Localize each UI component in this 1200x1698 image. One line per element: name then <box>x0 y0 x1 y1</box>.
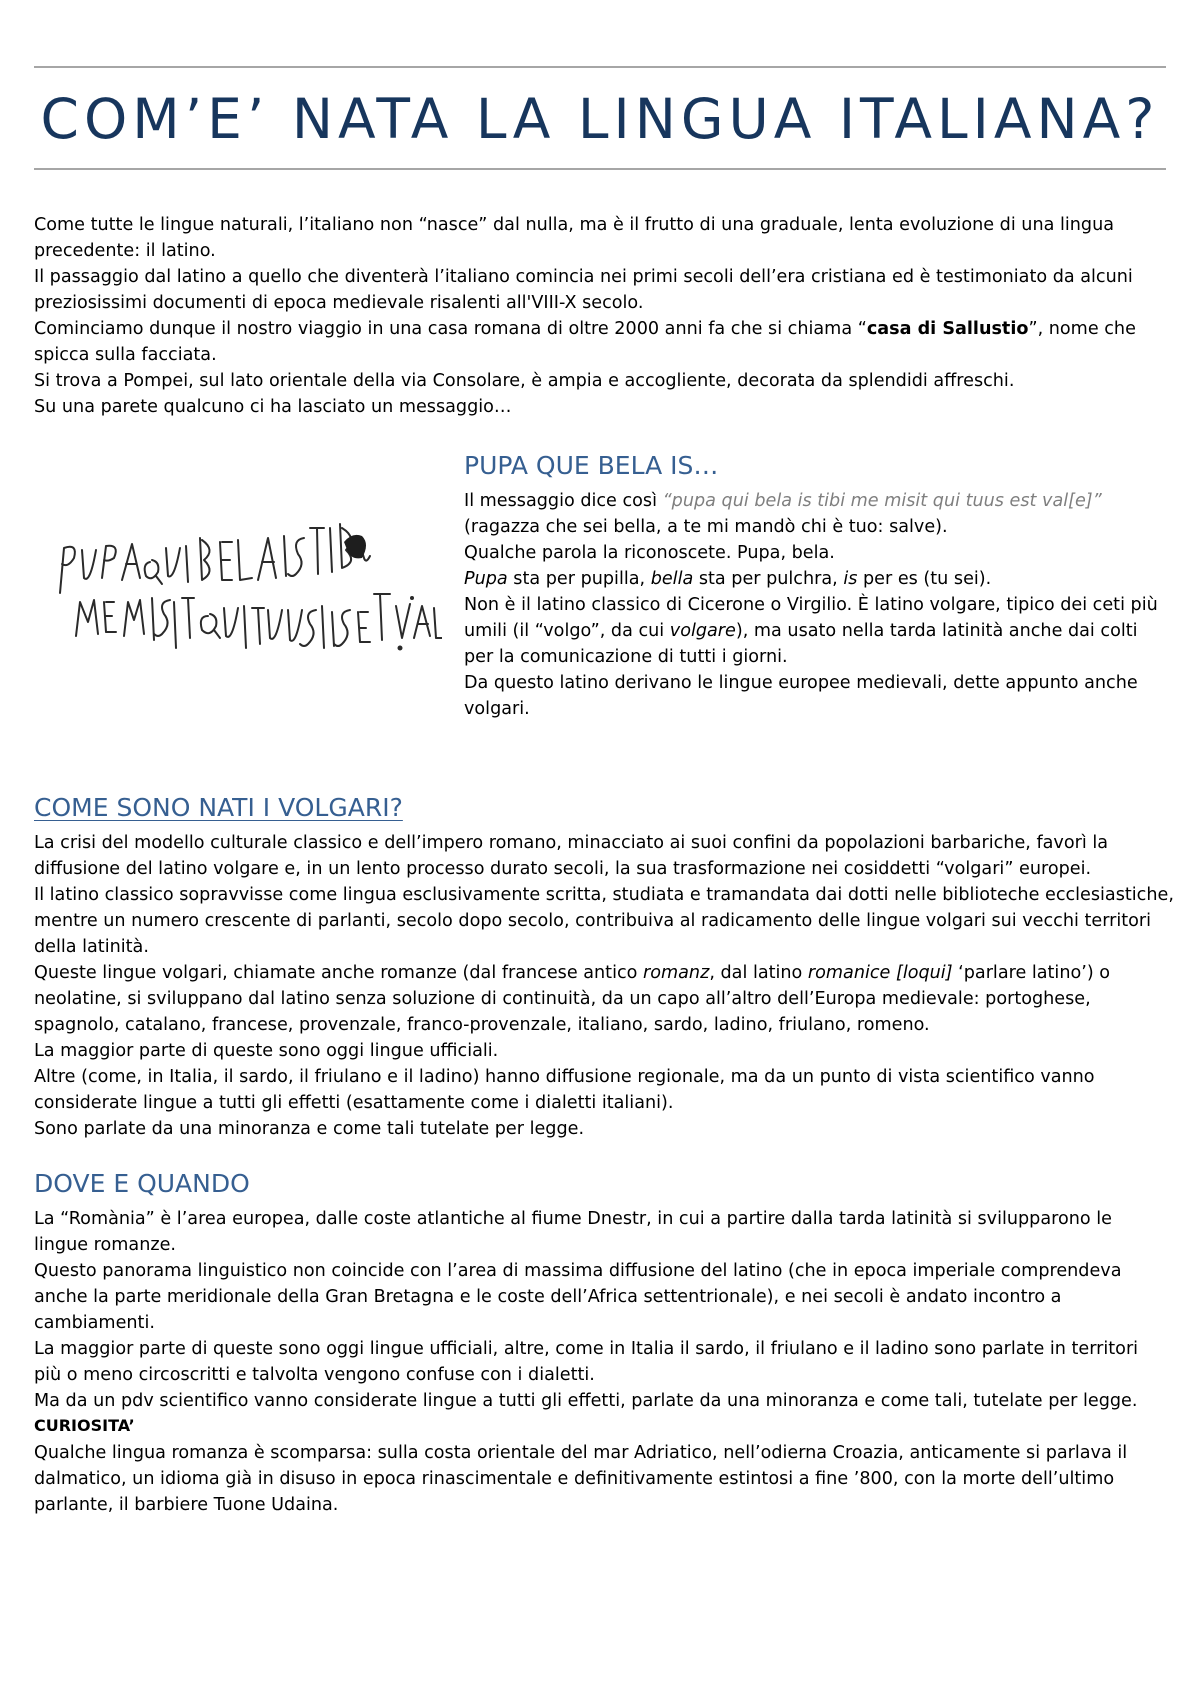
word-romanice-loqui: romanice [loqui] <box>807 963 953 983</box>
heading-pupa-que-bela-is: PUPA QUE BELA IS… <box>464 451 719 480</box>
pupa-l4-text-b: sta per pulchra, <box>693 569 844 589</box>
pupa-line-1 <box>464 488 1170 514</box>
volgari-paragraph-2: Il latino classico sopravvisse come lingua esclusivamente scritta, studiata e tramandata dai dotti nelle biblioteche ecclesiastiche, mentre un numero crescente di parlanti, secolo dopo secolo, contribuiva al radicamento delle lingue volgari sui vecchi territori della latinità. <box>34 885 1174 957</box>
pupa-line-6: Da questo latino derivano le lingue europee medievali, dette appunto anche volgari. <box>464 673 1138 719</box>
pupa-line-5 <box>464 592 1170 670</box>
dove-paragraph-2: Questo panorama linguistico non coincide con l’area di massima diffusione del latino (che in epoca imperiale comprendeva anche la parte meridionale della Gran Bretagna e le coste dell’Africa settentrionale), e nei secoli è andato incontro a cambiamenti. <box>34 1261 1122 1333</box>
word-volgare: volgare <box>669 621 736 641</box>
heading-dove-e-quando: DOVE E QUANDO <box>34 1169 250 1198</box>
volgari-paragraph-1: La crisi del modello culturale classico e dell’impero romano, minacciato ai suoi confini da popolazioni barbariche, favorì la diffusione del latino volgare e, in un lento processo durato secoli, la sua trasformazione nei cosiddetti “volgari” europei. <box>34 833 1108 879</box>
word-romanz: romanz <box>643 963 710 983</box>
latin-quote: “pupa qui bela is tibi me misit qui tuus est val[e]” <box>662 491 1102 511</box>
dove-section-body <box>34 1206 1168 1414</box>
intro-paragraph-2: Il passaggio dal latino a quello che diventerà l’italiano comincia nei primi secoli dell’era cristiana ed è testimoniato da alcuni preziosissimi documenti di epoca medievale risalenti all'VIII-X secolo. <box>34 267 1133 313</box>
page-title: COM’E’ NATA LA LINGUA ITALIANA? <box>40 87 1160 151</box>
intro-paragraph-3 <box>34 316 1168 368</box>
volgari-p3-text-b: , dal latino <box>709 963 808 983</box>
casa-di-sallustio-bold: casa di Sallustio <box>866 319 1029 339</box>
pupa-line-3: Qualche parola la riconoscete. Pupa, bela. <box>464 543 835 563</box>
volgari-p3-text-a: Queste lingue volgari, chiamate anche romanze (dal francese antico <box>34 963 644 983</box>
volgari-paragraph-6: Sono parlate da una minoranza e come tali tutelate per legge. <box>34 1119 585 1139</box>
pupa-l1-text: Il messaggio dice così <box>464 491 663 511</box>
title-top-rule <box>34 66 1166 68</box>
pupa-l4-text-c: per es (tu sei). <box>857 569 992 589</box>
curiosita-paragraph: Qualche lingua romanza è scomparsa: sulla costa orientale del mar Adriatico, nell’odierna Croazia, anticamente si parlava il dalmatico, un idioma già in disuso in epoca rinascimentale e definitivamente estintosi a fine ’800, con la morte dell’ultimo parlante, il barbiere Tuone Udaina. <box>34 1443 1128 1515</box>
pompeii-graffito-image <box>48 498 442 698</box>
volgari-paragraph-4: La maggior parte di queste sono oggi lingue ufficiali. <box>34 1041 499 1061</box>
pupa-line-4 <box>464 566 1170 592</box>
pupa-l4-text-a: sta per pupilla, <box>507 569 651 589</box>
heading-curiosita: CURIOSITA’ <box>34 1416 135 1435</box>
intro-p3-text-a: Cominciamo dunque il nostro viaggio in una casa romana di oltre 2000 anni fa che si chiama “ <box>34 319 867 339</box>
heading-come-sono-nati-i-volgari: COME SONO NATI I VOLGARI? <box>34 793 403 822</box>
dove-paragraph-3: La maggior parte di queste sono oggi lingue ufficiali, altre, come in Italia il sardo, il friulano e il ladino sono parlate in territori più o meno circoscritti e talvolta vengono confuse con i dialetti. <box>34 1339 1139 1385</box>
word-bella: bella <box>650 569 694 589</box>
dove-paragraph-4: Ma da un pdv scientifico vanno considerate lingue a tutti gli effetti, parlate da una minoranza e come tali, tutelate per legge. <box>34 1391 1138 1411</box>
volgari-p3-text-c: ‘parlare latino’) o neolatine, si sviluppano dal latino senza soluzione di continuità, da un capo all’altro dell’Europa medievale: portoghese, spagnolo, catalano, francese, provenzale, franco-provenzale, italiano, sardo, ladino, friulano, romeno. <box>34 963 1111 1035</box>
volgari-paragraph-5: Altre (come, in Italia, il sardo, il friulano e il ladino) hanno diffusione regionale, ma da un punto di vista scientifico vanno considerate lingue a tutti gli effetti (esattamente come i dialetti italiani). <box>34 1067 1095 1113</box>
word-is: is <box>843 569 858 589</box>
volgari-section-body <box>34 830 1174 1142</box>
pupa-l5-text-a: Non è il latino classico di Cicerone o Virgilio. È latino volgare, tipico dei ceti più umili (il “volgo”, da cui <box>464 595 1158 641</box>
intro-paragraph-5: Su una parete qualcuno ci ha lasciato un messaggio… <box>34 397 512 417</box>
curiosita-section-body <box>34 1440 1174 1518</box>
title-bottom-rule <box>34 168 1166 170</box>
intro-paragraph-4: Si trova a Pompei, sul lato orientale della via Consolare, è ampia e accogliente, decorata da splendidi affreschi. <box>34 371 1015 391</box>
pupa-line-2: (ragazza che sei bella, a te mi mandò chi è tuo: salve). <box>464 517 948 537</box>
volgari-paragraph-3 <box>34 960 1174 1038</box>
intro-paragraph-1: Come tutte le lingue naturali, l’italiano non “nasce” dal nulla, ma è il frutto di una graduale, lenta evoluzione di una lingua precedente: il latino. <box>34 215 1115 261</box>
dove-paragraph-1: La “Romània” è l’area europea, dalle coste atlantiche al fiume Dnestr, in cui a partire dalla tarda latinità si svilupparono le lingue romanze. <box>34 1209 1112 1255</box>
intro-section <box>34 212 1168 420</box>
word-pupa: Pupa <box>464 569 508 589</box>
intro-p3-text-b: ”, nome che spicca sulla facciata. <box>34 319 1136 365</box>
pupa-l5-text-b: ), ma usato nella tarda latinità anche dai colti per la comunicazione di tutti i giorni. <box>464 621 1138 667</box>
pupa-section-body <box>464 488 1170 722</box>
